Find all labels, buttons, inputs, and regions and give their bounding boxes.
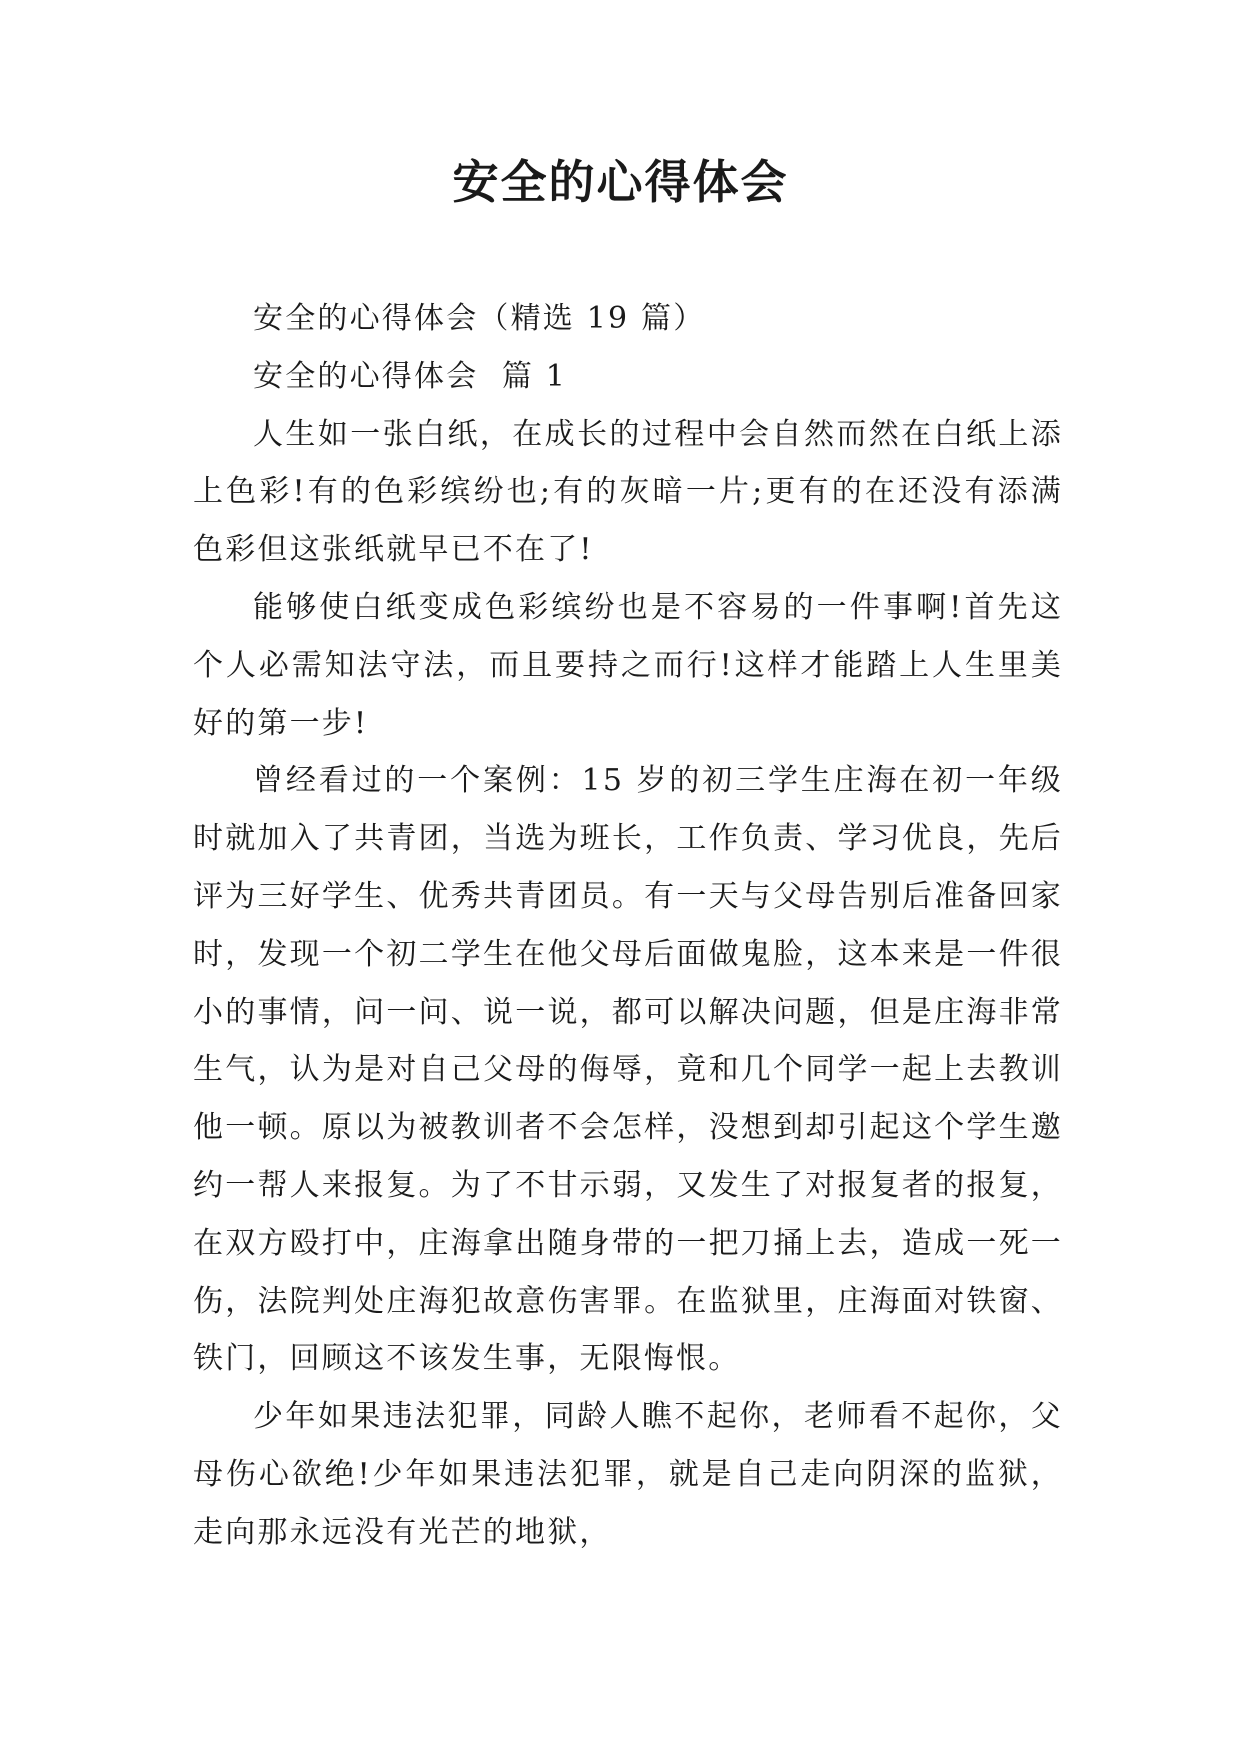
document-body <box>193 290 1063 1562</box>
section-heading: 安全的心得体会 篇 1 <box>253 358 568 394</box>
document-title: 安全的心得体会 <box>452 155 789 209</box>
paragraph: 少年如果违法犯罪，同龄人瞧不起你，老师看不起你，父母伤心欲绝!少年如果违法犯罪，就是自己走向阴深的监狱，走向那永远没有光芒的地狱， <box>193 1399 1063 1550</box>
paragraph: 能够使白纸变成色彩缤纷也是不容易的一件事啊!首先这个人必需知法守法，而且要持之而行!这样才能踏上人生里美好的第一步! <box>193 589 1063 741</box>
intro-line: 安全的心得体会（精选 19 篇） <box>253 301 706 336</box>
paragraph: 人生如一张白纸，在成长的过程中会自然而然在白纸上添上色彩!有的色彩缤纷也;有的灰暗一片;更有的在还没有添满色彩但这张纸就早已不在了! <box>193 416 1063 568</box>
paragraph: 曾经看过的一个案例：15 岁的初三学生庄海在初一年级时就加入了共青团，当选为班长，工作负责、学习优良，先后评为三好学生、优秀共青团员。有一天与父母告别后准备回家时，发现一个初二学生在他父母后面做鬼脸，这本来是一件很小的事情，问一问、说一说，都可以解决问题，但是庄海非常生气，认为是对自己父母的侮辱，竟和几个同学一起上去教训他一顿。原以为被教训者不会怎样，没想到却引起这个学生邀约一帮人来报复。为了不甘示弱，又发生了对报复者的报复，在双方殴打中，庄海拿出随身带的一把刀捅上去，造成一死一伤，法院判处庄海犯故意伤害罪。在监狱里，庄海面对铁窗、铁门，回顾这不该发生事，无限悔恨。 <box>193 763 1063 1377</box>
